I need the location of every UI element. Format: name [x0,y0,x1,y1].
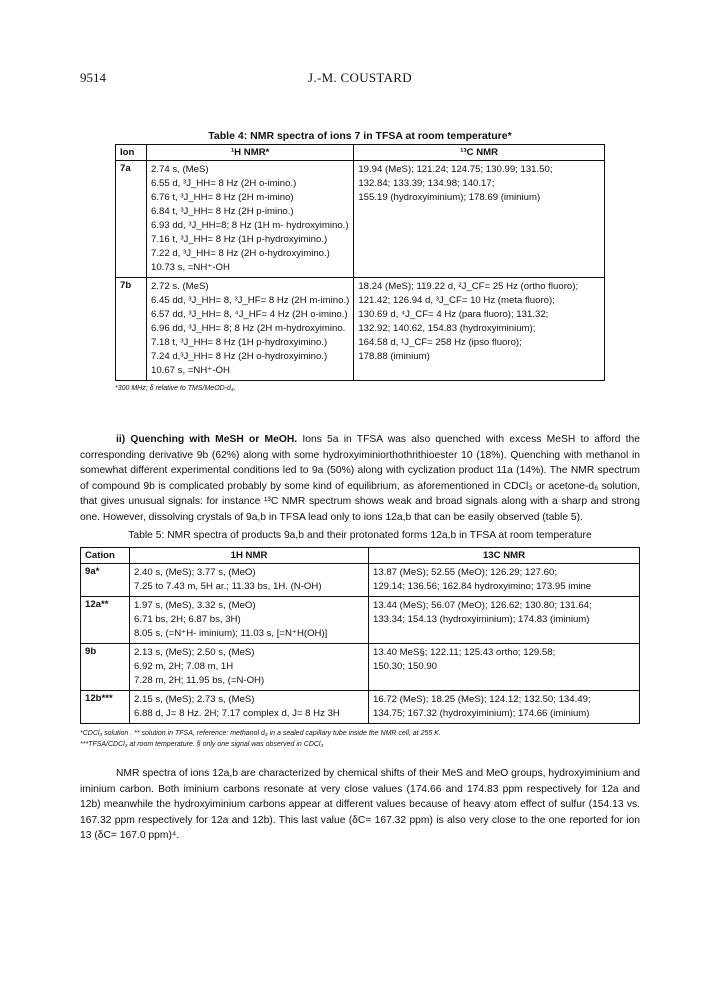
table5-caption: Table 5: NMR spectra of products 9a,b and their protonated forms 12a,b in TFSA at room temperature [128,530,592,541]
paragraph-heading: ii) Quenching with MeSH or MeOH. [116,434,298,445]
table4-line: 10.73 s, =NH⁺-OH [151,262,230,273]
table4-line: 6.84 t, ³J_HH= 8 Hz (2H p-imino.) [151,206,294,217]
paragraph-discussion: NMR spectra of ions 12a,b are characterized by chemical shifts of their MeS and MeO groups, hydroxyiminium and iminium carbon. Both iminium carbons resonate at very close values (174.66 and 174.83 ppm respectively for 12a and 12b) meanwhile the hydroxyiminium carbons appear at different values because of heavy atom effect of sulfur (154.13 vs. 167.32 ppm respectively for 12a and 12b). This last value (δC= 167.32 ppm) is also very close to the one reported for ion 13 (δC= 167.0 ppm)⁴. [80,768,640,842]
table5-footnote-2: ***TFSA/CDCl₃ at room temperature. § only one signal was observed in CDCl₃ [80,741,324,748]
table4-header-1h: ¹H NMR* [147,145,354,161]
table5-footnotes [80,728,441,750]
table5-line: 1.97 s, (MeS), 3.32 s, (MeO) [134,600,256,611]
page-number: 9514 [80,70,106,85]
table4-line: 6.76 t, ³J_HH= 8 Hz (2H m-imino) [151,192,294,203]
table5-line: 13.40 MeS§; 122.11; 125.43 ortho; 129.58; [373,647,556,658]
table4-footnote: *300 MHz; δ relative to TMS/MeOD-d₄. [115,385,236,392]
table5-1h-cell [130,564,369,597]
table4-header-13c: ¹³C NMR [354,145,605,161]
table5-header-row [81,548,640,564]
table5-line: 6.71 bs, 2H; 6.87 bs, 3H) [134,614,241,625]
table4-line: 132.84; 133.39; 134.98; 140.17; [358,178,495,189]
table4-line: 7.18 t, ³J_HH= 8 Hz (1H p-hydroxyimino.) [151,337,328,348]
table4-line: 6.57 dd, ³J_HH= 8, ⁴J_HF= 4 Hz (2H o-imino.) [151,309,348,320]
table5-line: 16.72 (MeS); 18.25 (MeS); 124.12; 132.50; 134.49; [373,694,591,705]
table5-line: 2.15 s, (MeS); 2.73 s, (MeS) [134,694,255,705]
running-head: J.-M. COUSTARD [308,70,412,85]
table5-line: 134.75; 167.32 (hydroxyiminium); 174.66 (iminium) [373,708,590,719]
table5-line: 2.40 s, (MeS); 3.77 s, (MeO) [134,567,256,578]
table4-id-cell: 7b [116,278,147,381]
table5-footnote-1: *CDCl₃ solution . ** solution in TFSA, reference: methanol d₄ in a sealed capillary tube inside the NMR cell, at 255 K. [80,730,441,737]
table5-1h-cell [130,644,369,691]
table5-line: 129.14; 136.56; 162.84 hydroxyimino; 173.95 imine [373,581,592,592]
table4-line: 155.19 (hydroxyiminium); 178.69 (iminium) [358,192,541,203]
table5-header-cation: Cation [81,548,130,564]
table4-row [116,161,605,278]
table4-line: 6.45 dd, ³J_HH= 8, ³J_HF= 8 Hz (2H m-imino.) [151,295,350,306]
table5-row [81,644,640,691]
table5-13c-cell [369,564,640,597]
table4-line: 164.58 d, ¹J_CF= 258 Hz (ipso fluoro); [358,337,522,348]
table5-13c-cell [369,644,640,691]
table5-id-cell: 12a** [81,597,130,644]
table5-row [81,564,640,597]
table5-line: 6.92 m, 2H; 7.08 m, 1H [134,661,234,672]
table5-header-13c: 13C NMR [369,548,640,564]
table4-line: 10.67 s, =NH⁺-OH [151,365,230,376]
table5-id-cell: 9b [81,644,130,691]
table4-line: 19.94 (MeS); 121.24; 124.75; 130.99; 131.50; [358,164,553,175]
table4-1h-cell [147,161,354,278]
table5-row [81,597,640,644]
table5-line: 7.28 m, 2H; 11.95 bs, (=N-OH) [134,675,265,686]
table4-line: 6.96 dd, ³J_HH= 8; 8 Hz (2H m-hydroxyimino. [151,323,346,334]
page-header [80,70,640,90]
table5-1h-cell [130,691,369,724]
table5-id-cell: 9a* [81,564,130,597]
table4-1h-cell [147,278,354,381]
table4-line: 18.24 (MeS); 119.22 d, ²J_CF= 25 Hz (ortho fluoro); [358,281,579,292]
table4-row [116,278,605,381]
table4-line: 6.55 d, ³J_HH= 8 Hz (2H o-imino.) [151,178,297,189]
table4-line: 132.92; 140.62, 154.83 (hydroxyiminium); [358,323,536,334]
table4-header-ion: Ion [116,145,147,161]
table5-13c-cell [369,691,640,724]
table4-caption: Table 4: NMR spectra of ions 7 in TFSA at room temperature* [208,130,512,142]
table5 [80,547,640,724]
table4-line: 7.16 t, ³J_HH= 8 Hz (1H p-hydroxyimino.) [151,234,328,245]
paragraph-quenching [80,432,640,526]
table4-line: 7.22 d, ³J_HH= 8 Hz (2H o-hydroxyimino.) [151,248,330,259]
table4-13c-cell [354,278,605,381]
table4-line: 6.93 dd, ³J_HH=8; 8 Hz (1H m- hydroxyimino.) [151,220,349,231]
table5-13c-cell [369,597,640,644]
table4-line: 178.88 (iminium) [358,351,430,362]
table4-header-row [116,145,605,161]
table5-row [81,691,640,724]
table5-line: 6.88 d, J= 8 Hz. 2H; 7.17 complex d, J= 8 Hz 3H [134,708,340,719]
table5-line: 8.05 s, (=N⁺H- iminium); 11.03 s, [=N⁺H(OH)] [134,628,328,639]
table4-13c-cell [354,161,605,278]
table5-line: 150.30; 150.90 [373,661,438,672]
table5-header-1h: 1H NMR [130,548,369,564]
table5-line: 13.44 (MeS); 56.07 (MeO); 126.62; 130.80; 131.64; [373,600,592,611]
paragraph-body: Ions 5a in TFSA was also quenched with excess MeSH to afford the corresponding derivative 9b (62%) along with some hydroxyiminiorthothrithioester 10 (18%). Quenching with methanol in somewhat different experimental conditions led to 9a (50%) along with cyclization product 11a (14%). The NMR spectrum of compound 9b is complicated probably by some kind of equilibrium, as aforementioned in CDCl₃ or acetone-d₆ solution, that gives unusual signals: for instance ¹³C NMR spectrum shows weak and broad signals along with a sharp and strong one. However, dissolving crystals of 9a,b in TFSA lead only to ions 12a,b that can be easily observed (table 5). [80,434,640,523]
table4-line: 130.69 d, ⁴J_CF= 4 Hz (para fluoro); 131.32; [358,309,549,320]
table5-line: 2.13 s, (MeS); 2.50 s, (MeS) [134,647,255,658]
table4 [115,144,605,381]
table5-line: 13.87 (MeS); 52.55 (MeO); 126.29; 127.60; [373,567,557,578]
table4-line: 2.72 s. (MeS) [151,281,209,292]
table5-id-cell: 12b*** [81,691,130,724]
table4-id-cell: 7a [116,161,147,278]
table5-line: 7.25 to 7.43 m, 5H ar.; 11.33 bs, 1H. (N-OH) [134,581,322,592]
table4-line: 121.42; 126.94 d, ³J_CF= 10 Hz (meta fluoro); [358,295,555,306]
table4-line: 7.24 d,³J_HH= 8 Hz (2H o-hydroxyimino.) [151,351,328,362]
table5-1h-cell [130,597,369,644]
table5-line: 133.34; 154.13 (hydroxyiminium); 174.83 (iminium) [373,614,590,625]
table4-line: 2.74 s, (MeS) [151,164,209,175]
